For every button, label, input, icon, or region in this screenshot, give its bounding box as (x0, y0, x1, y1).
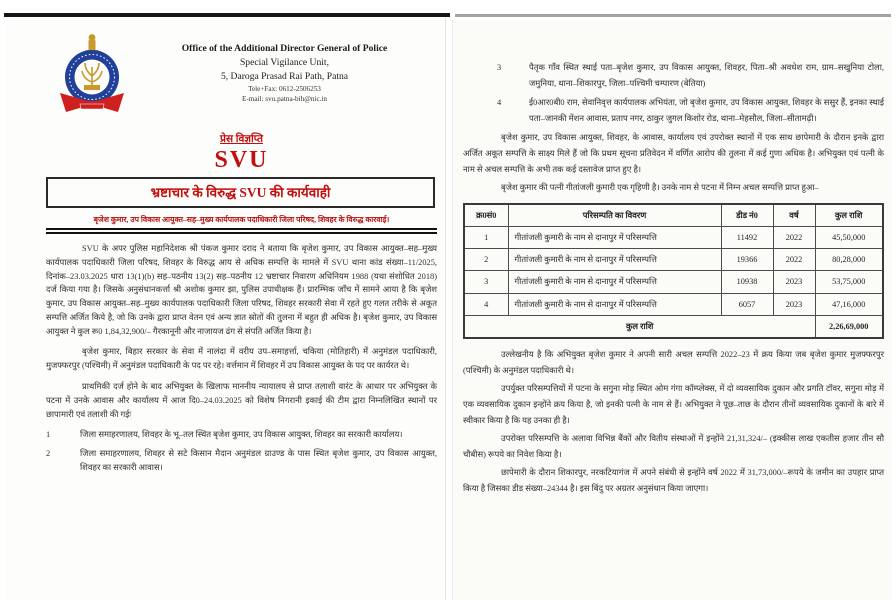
cell-deed-no: 6057 (721, 293, 773, 315)
paragraph: बृजेश कुमार, बिहार सरकार के सेवा में नालंदा में वरीय उप–समाहर्त्ता, चकिया (मोतिहारी) में अनुमंडल पदाधिकारी, मुजफ्फरपुर (पश्चिमी) में अनुमंडल पदाधिकारी के पद पर रहे। वर्त्तमान में शिवहर में उप विकास आयुक्त के पद पर कार्यरत थे। (46, 347, 437, 371)
paragraph: उपर्युक्त परिसम्पत्तियों में पटना के सगुना मोड़ स्थित ओम गंगा कॉम्प्लेक्स, में दो व्यवसायिक दुकान और प्रगति टॉवर, सगुना मोड़ में एक व्यवसायिक दुकान इन्होंने क्रय किया है, जो इनकी पत्नी के नाम से हैं। अभियुक्त ने पूछ–ताछ के दौरान तीनों व्यवसायिक दुकानों के बारे में स्वीकार किया है कि यह उनका ही है। (463, 383, 884, 425)
sub-headline: बृजेश कुमार, उप विकास आयुक्त–सह–मुख्य कार्यपालक पदाधिकारी जिला परिषद, शिवहर के विरुद्ध कारवाई। (93, 215, 390, 224)
cell-deed-no: 10938 (721, 271, 773, 293)
document-page-1 (6, 18, 446, 600)
headline-box (46, 177, 435, 208)
org-abbreviation-title: SVU (214, 147, 269, 173)
cell-year: 2022 (773, 226, 815, 248)
scan-edge-bar-left (4, 13, 450, 17)
cell-description: गीतांजली कुमारी के नाम से दानापुर में परिसम्पत्ति (508, 226, 721, 248)
cell-year: 2022 (773, 249, 815, 271)
letterhead-text-block (132, 32, 437, 105)
cell-amount: 47,16,000 (815, 293, 883, 315)
cell-description: गीतांजली कुमारी के नाम से दानापुर में परिसम्पत्ति (508, 293, 721, 315)
table-header-row (464, 204, 883, 227)
cell-amount: 45,50,000 (815, 226, 883, 248)
address-line: 5, Daroga Prasad Rai Path, Patna (220, 70, 349, 82)
page-1-body-text (46, 242, 437, 475)
list-item-text: जिला समाहरणालय, शिवहर से सटे किसान मैदान अनुमंडल ग्राउण्ड के पास स्थित बृजेश कुमार, उप विकास आयुक्त, शिवहर का सरकारी आवास। (80, 449, 437, 472)
page-1-content (6, 18, 445, 475)
office-name-line: Office of the Additional Director General of Police (181, 43, 388, 54)
total-label-cell: कुल राशि (464, 315, 815, 338)
letterhead (46, 32, 437, 123)
cell-amount: 80,28,000 (815, 249, 883, 271)
paragraph: छापेमारी के दौरान शिकारपुर, नरकटियागंज में अपने संबंधी से इन्होंने वर्ष 2022 में 31,73,000/–रूपये के जमीन का उपहार प्राप्त किया है जिसका डीड संख्या–24344 है। इस बिंदु पर अग्रतर अनुसंधान किया जाएगा। (463, 467, 884, 493)
email-line: E-mail: svu.patna-bih@nic.in (241, 95, 328, 104)
press-release-label: प्रेस विज्ञप्ति (220, 134, 263, 145)
cell-deed-no: 19366 (721, 249, 773, 271)
table-total-row (464, 315, 883, 338)
scan-edge-bar-right (455, 14, 891, 17)
table-row (464, 249, 883, 271)
cell-amount: 53,75,000 (815, 271, 883, 293)
col-header-total-amount: कुल राशि (815, 204, 883, 227)
cell-serial: 4 (464, 293, 508, 315)
col-header-year: वर्ष (773, 204, 815, 227)
col-header-serial: क्र0सं0 (464, 204, 508, 227)
col-header-deed-no: डीड नं0 (721, 204, 773, 227)
table-row (464, 293, 883, 315)
cell-deed-no: 11492 (721, 226, 773, 248)
list-item-text: पैतृक गाँव स्थित स्थाई पता–बृजेश कुमार, उप विकास आयुक्त, शिवहर, पिता–श्री अवधेश राम, ग्राम–सखुनिया टोला, जमुनिया, थाना–शिकारपुर, जिला–पश्चिमी चम्पारण (बेतिया) (529, 63, 884, 88)
list-item-number: 1 (46, 430, 51, 440)
cell-serial: 3 (464, 271, 508, 293)
table-row (464, 271, 883, 293)
paragraph: SVU के अपर पुलिस महानिदेशक श्री पंकज कुमार दराद ने बताया कि बृजेश कुमार, उप विकास आयुक्त–सह–मुख्य कार्यपालक पदाधिकारी जिला परिषद, शिवहर के विरुद्ध आय से अधिक सम्पत्ति के मामले में SVU थाना कांड संख्या–11/2025, दिनांक–23.03.2025 धारा 13(1)(b) सह–पठनीय 13(2) सह–पठनीय 12 भ्रष्टाचार निवारण अधिनियम 1988 (यथा संशोधित 2018) दर्ज किया गया है। जिसके अनुसंधानकर्त्ता श्री अशोक कुमार झा, पुलिस उपाधीक्षक हैं। प्रारम्भिक जाँच में सामने आया है कि बृजेश कुमार, उप विकास आयुक्त–सह–मुख्य कार्यपालक पदाधिकारी जिला परिषद, शिवहर सरकारी सेवा में रहते हुए गलत तरीके से अकूत सम्पत्ति अर्जित किये है, जो कि उनके द्वारा प्राप्त वेतन एवं अन्य ज्ञात स्रोतों की तुलना में बहुत ही अधिक है। बृजेश कुमार, उप विकास आयुक्त ने कुल रू0 1,84,32,900/– गैरकानूनी और नाजायज ढंग से संपति अर्जित किया है। (46, 244, 437, 336)
cell-year: 2023 (773, 293, 815, 315)
list-item-number: 3 (497, 63, 502, 72)
col-header-description: परिसम्पति का विवरण (508, 204, 721, 227)
cell-description: गीतांजली कुमारी के नाम से दानापुर में परिसम्पत्ति (508, 249, 721, 271)
paragraph: प्राथमिकी दर्ज होने के बाद अभियुक्त के खिलाफ माननीय न्यायालय से प्राप्त तलाशी वारंट के आधार पर अभियुक्त के पटना में उनके आवास और कार्यालय में आज दि0–24.03.2025 को विशेष निगरानी इकाई की टीम द्वारा निम्नलिखित स्थानों पर छापामारी एवं तलाशी की गईः (46, 382, 437, 419)
list-item (46, 428, 437, 442)
assets-table (463, 203, 884, 339)
total-value-cell: 2,26,69,000 (815, 315, 883, 338)
cell-year: 2023 (773, 271, 815, 293)
cell-serial: 1 (464, 226, 508, 248)
paragraph: उल्लेखनीय है कि अभियुक्त बृजेश कुमार ने अपनी सारी अचल सम्पत्ति 2022–23 में क्रय किया जब बृजेश कुमार मुजफ्फरपुर (पश्चिमी) के अनुमंडल पदाधिकारी थे। (463, 349, 884, 375)
cell-description: गीतांजली कुमारी के नाम से दानापुर में परिसम्पत्ति (508, 271, 721, 293)
paragraph: बृजेश कुमार की पत्नी गीतांजली कुमारी एक गृहिणी है। उनके नाम से पटना में निम्न अचल सम्पत्ति प्राप्त हुआ– (501, 182, 819, 192)
list-item-text: जिला समाहरणालय, शिवहर के भू–तल स्थित बृजेश कुमार, उप विकास आयुक्त, शिवहर का सरकारी कार्यालय। (80, 430, 403, 440)
table-row (464, 226, 883, 248)
paragraph: बृजेश कुमार, उप विकास आयुक्त, शिवहर, के आवास, कार्यालय एवं उपरोक्त स्थानों में एक साथ छापेमारी के दौरान इनके द्वारा अर्जित अकूत सम्पत्ति के साक्ष्य मिले हैं जो कि प्रथम सूचना प्रतिवेदन में वर्णित आरोप की तुलना में कई गुणा अधिक है। अभियुक्त एवं पत्नी के नाम से अचल सम्पत्ति के अभी तक कई दस्तावेज प्राप्त हुए है। (463, 132, 884, 174)
svu-police-emblem-logo (54, 32, 132, 123)
double-rule-divider (46, 228, 437, 234)
headline-text: भ्रष्टाचार के विरुद्ध SVU की कार्यवाही (150, 185, 331, 200)
list-item-text: ई0आर0बी0 राम, सेवानिवृत्त कार्यपालक अभियंता, जो बृजेश कुमार, उप विकास आयुक्त, शिवहर के ससुर हैं, इनका स्थाई पता–जानकी मेंशन आवास, प्रताप नगर, ठाकुर जुगल किशोर रोड, थाना–मेहसौल, जिला–सीतामढ़ी। (529, 97, 884, 123)
list-item-number: 4 (497, 97, 502, 107)
page-2-content (453, 20, 892, 497)
list-item (46, 447, 437, 475)
list-item (463, 60, 884, 92)
cell-serial: 2 (464, 249, 508, 271)
document-page-2 (452, 20, 892, 600)
telefax-line: Tele+Fax: 0612-2506253 (248, 84, 321, 93)
list-item (463, 95, 884, 127)
paragraph: उपरोक्त परिसम्पत्ति के अलावा विभिन्न बैंकों और वितीय संस्थाओं में इन्होंने 21,31,324/– (इक्कीस लाख एकतीस हजार तीन सौ चौबीस) रूपये का निवेश किया है। (463, 433, 884, 459)
list-item-number: 2 (46, 449, 51, 459)
unit-name-line: Special Vigilance Unit, (239, 56, 330, 68)
